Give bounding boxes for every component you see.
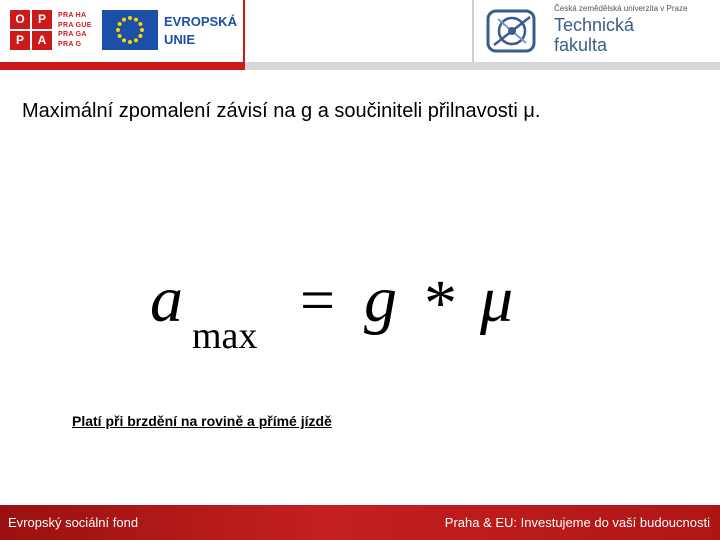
praha-row: PRA G — [58, 40, 82, 48]
condition-note: Platí při brzdění na rovině a přímé jízdě — [72, 413, 332, 429]
tf-logo — [472, 0, 720, 62]
formula-g: g — [364, 263, 397, 336]
tf-emblem-icon — [486, 5, 538, 57]
header-red-bar — [0, 62, 245, 70]
main-text-before: Maximální zpomalení závisí na — [22, 100, 302, 122]
formula-subscript-max: max — [192, 315, 258, 357]
praha-logo — [58, 11, 98, 49]
tf-university-name: Česká zemědělská univerzita v Praze — [554, 4, 688, 13]
formula-mu: μ — [480, 263, 514, 336]
header — [0, 0, 720, 70]
praha-row: PRA GUE — [58, 21, 92, 29]
main-text-after: a součiniteli přilnavosti — [312, 100, 524, 122]
oppa-letter-a: A — [32, 31, 52, 50]
oppa-letter-o: O — [10, 10, 30, 29]
oppa-letter-p2: P — [10, 31, 30, 50]
main-sentence — [22, 100, 540, 123]
tf-line1: Technická — [554, 15, 635, 35]
footer-left-text: Evropský sociální fond — [8, 515, 139, 530]
footer-bar — [0, 505, 720, 540]
eu-text-line2: UNIE — [164, 32, 196, 47]
oppa-eu-logo — [0, 0, 245, 62]
eu-text-line1: EVROPSKÁ — [164, 14, 237, 29]
main-text-mu: μ. — [523, 100, 541, 122]
formula-multiply: * — [424, 267, 457, 340]
header-gray-bar — [245, 62, 720, 70]
formula-a: a — [150, 263, 183, 336]
tf-faculty-name — [554, 15, 634, 55]
oppa-letter-p1: P — [32, 10, 52, 29]
footer-right-text: Praha & EU: Investujeme do vaší budoucnosti — [444, 515, 710, 530]
formula-equals: = — [300, 267, 335, 335]
oppa-logo — [10, 10, 54, 50]
tf-line2: fakulta — [554, 35, 608, 55]
eu-stars-icon — [102, 10, 158, 50]
main-text-g: g — [301, 100, 313, 122]
formula — [150, 263, 550, 362]
praha-row: PRA HA — [58, 12, 87, 19]
praha-row: PRA GA — [58, 31, 87, 38]
eu-text — [164, 13, 237, 49]
eu-flag-icon — [102, 10, 158, 50]
